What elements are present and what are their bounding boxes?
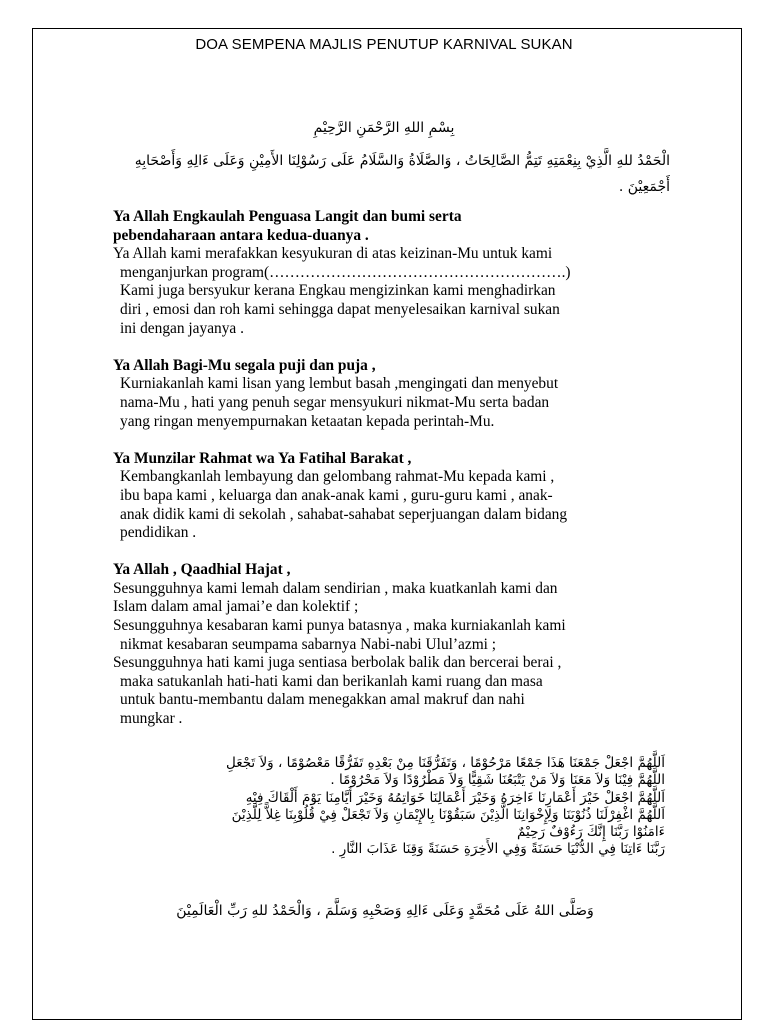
arabic-line: اَللَّهُمَّ اجْعَلْ جَمْعَنَا هَذَا جَمْعًا مَرْحُوْمًا ، وَتَفَرُّقَنَا مِنْ بَعْدِهِ تَفَرُّقًا مَعْصُوْمًا ، وَلاَ تَجْعَلِ bbox=[225, 755, 665, 771]
body-line: Sesungguhnya kami lemah dalam sendirian , maka kuatkanlah kami dan bbox=[113, 579, 558, 597]
document-title: DOA SEMPENA MAJLIS PENUTUP KARNIVAL SUKAN bbox=[195, 36, 573, 53]
section-heading: Ya Allah Engkaulah Penguasa Langit dan bumi serta bbox=[113, 208, 462, 225]
arabic-line: ءَامَنُوْا رَبَّنَا إِنَّكَ رَءُوْفٌ رَحِيْمٌ bbox=[517, 824, 665, 841]
body-line: Kami juga bersyukur kerana Engkau mengizinkan kami menghadirkan bbox=[120, 282, 556, 300]
body-line: maka satukanlah hati-hati kami dan berikanlah kami ruang dan masa bbox=[120, 672, 543, 690]
body-line: Islam dalam amal jamai’e dan kolektif ; bbox=[113, 598, 359, 616]
arabic-line: رَبَّنَا ءَاتِنَا فِي الدُّنْيَا حَسَنَةً وَفِي الأَخِرَةِ حَسَنَةً وَقِنَا عَذَابَ النَّارِ . bbox=[331, 841, 665, 858]
body-line: yang ringan menyempurnakan ketaatan kepada perintah-Mu. bbox=[120, 412, 495, 430]
body-line: untuk bantu-membantu dalam menegakkan amal makruf dan nahi bbox=[120, 691, 525, 709]
arabic-line: اللَّهُمَّ فِيْنَا وَلاَ مَعَنَا وَلاَ مَنْ يَتْبَعُنَا شَقِيًّا وَلاَ مَطْرُوْدًا وَلاَ مَحْرُوْمًا . bbox=[330, 772, 665, 789]
section-qaadhial-hajat bbox=[113, 561, 673, 728]
body-line: Kurniakanlah kami lisan yang lembut basah ,mengingati dan menyebut bbox=[120, 375, 559, 393]
body-line: nama-Mu , hati yang penuh segar mensyukuri nikmat-Mu serta badan bbox=[120, 393, 550, 411]
section-heading: Ya Allah , Qaadhial Hajat , bbox=[113, 561, 291, 579]
opening-arabic: الْحَمْدُ للهِ الَّذِيْ بِنِعْمَتِهِ تَتِمُّ الصَّالِحَاتُ ، وَالصَّلَاةُ وَالسَّلَامُ عَلَى رَسُوْلِنَا الأَمِيْنِ وَعَلَى ءَالِهِ وَأَصْحَابِهِ أَجْمَعِيْنَ . bbox=[134, 153, 670, 195]
closing-arabic bbox=[105, 755, 665, 859]
body-line: mungkar . bbox=[120, 710, 183, 728]
body-line: Sesungguhnya kesabaran kami punya batasnya , maka kurniakanlah kami bbox=[113, 617, 566, 635]
body-line: ibu bapa kami , keluarga dan anak-anak kami , guru-guru kami , anak- bbox=[120, 486, 553, 504]
section-penguasa-langit bbox=[113, 208, 673, 338]
body-line: pendidikan . bbox=[120, 524, 197, 542]
body-line: anak didik kami di sekolah , sahabat-sahabat seperjuangan dalam bidang bbox=[120, 505, 568, 523]
arabic-line: اَللَّهُمَّ اغْفِرْلَنَا ذُنُوْبَنَا وَلِإِخْوَانِنَا الَّذِيْنَ سَبَقُوْنَا بِالإِيْمَانِ وَلاَ تَجْعَلْ فِيْ قُلُوْبِنَا غِلاًّ لِلَّذِيْنَ bbox=[231, 806, 665, 823]
section-heading: pebendaharaan antara kedua-duanya . bbox=[113, 226, 369, 244]
section-heading: Ya Munzilar Rahmat wa Ya Fatihal Barakat , bbox=[113, 449, 412, 467]
section-puji-puja bbox=[113, 357, 673, 431]
body-line: diri , emosi dan roh kami sehingga dapat menyelesaikan karnival sukan bbox=[120, 300, 560, 318]
section-heading: Ya Allah Bagi-Mu segala puji dan puja , bbox=[113, 356, 376, 374]
body-line: ini dengan jayanya . bbox=[120, 319, 244, 337]
body-line: Sesungguhnya hati kami juga sentiasa berbolak balik dan bercerai berai , bbox=[113, 654, 562, 672]
section-munzilar-rahmat bbox=[113, 450, 673, 543]
prayer-body bbox=[113, 208, 673, 747]
final-arabic: وَصَلَّى اللهُ عَلَى مُحَمَّدٍ وَعَلَى ءَالِهِ وَصَحْبِهِ وَسَلَّمَ ، وَالْحَمْدُ للهِ رَبِّ الْعَالَمِيْنَ bbox=[176, 903, 594, 919]
arabic-line: اَللَّهُمَّ اجْعَلْ خَيْرَ أَعْمَارِنَا ءَاخِرَهُ وَخَيْرَ أَعْمَالِنَا خَوَاتِمُهُ وَخَيْرَ أَيَّامِنَا يَوْمَ أَلْقَاكَ فِيْهِ bbox=[245, 789, 665, 806]
body-line: Kembangkanlah lembayung dan gelombang rahmat-Mu kepada kami , bbox=[120, 468, 555, 486]
body-line: nikmat kesabaran seumpama sabarnya Nabi-nabi Ulul’azmi ; bbox=[120, 635, 497, 653]
body-line: Ya Allah kami merafakkan kesyukuran di atas keizinan-Mu untuk kami bbox=[113, 245, 553, 263]
body-line: menganjurkan program(………………………………………………….) bbox=[120, 263, 571, 281]
basmala: بِسْمِ اللهِ الرَّحْمَنِ الرَّحِيْمِ bbox=[313, 120, 455, 136]
